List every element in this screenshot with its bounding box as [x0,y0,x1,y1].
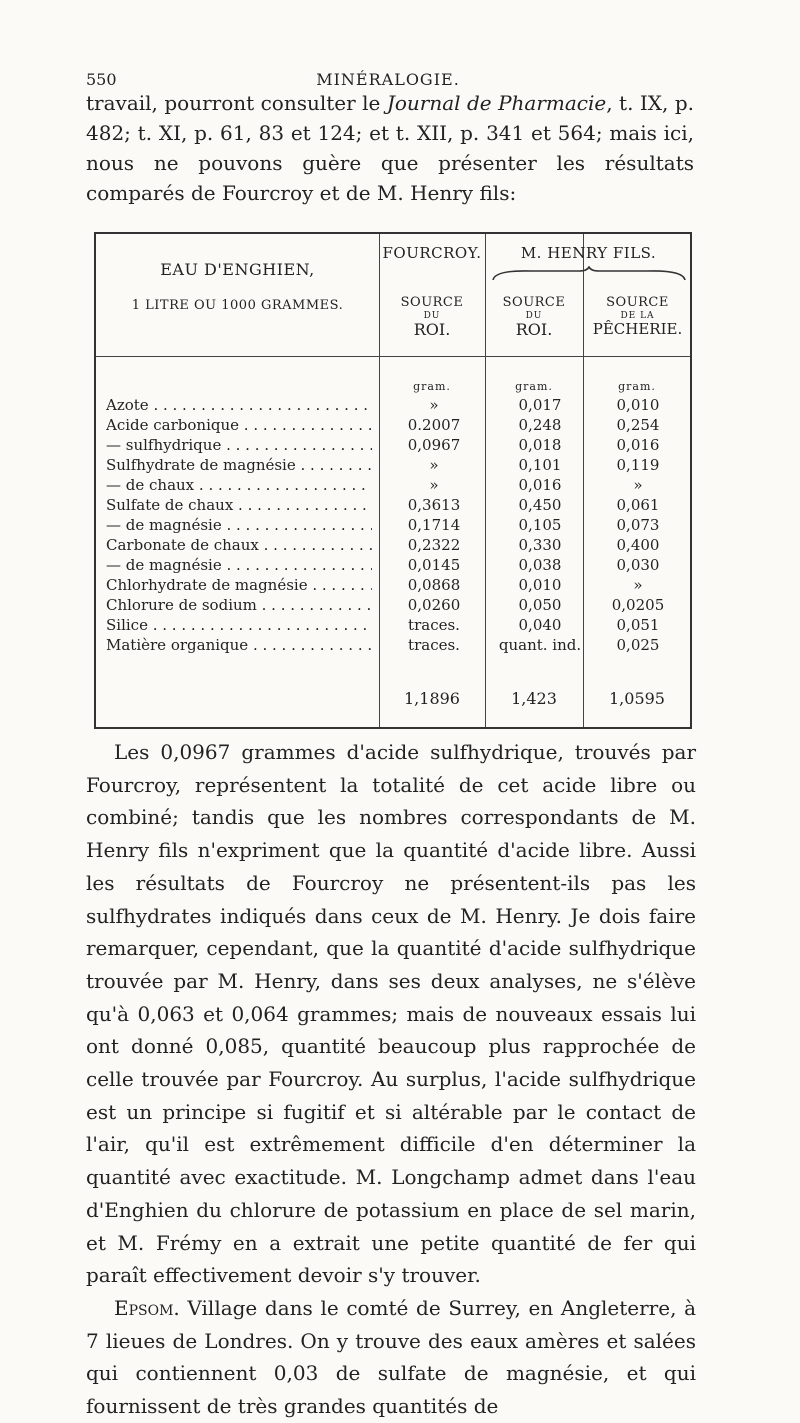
henry-brace [491,266,687,286]
header-rule [96,356,690,357]
table-title: EAU D'ENGHIEN, [160,260,315,279]
table-row: Chlorure de sodium . . . 0,0260 0,050 0,0205 [96,596,692,616]
intro-text-start: travail, pourront consulter le [86,91,387,115]
unit-label: gram. [515,380,553,393]
fourcroy-header: FOURCROY. [382,244,482,262]
epsom-heading: Epsom. [114,1295,180,1320]
table-row: Carbonate de chaux . . . 0,2322 0,330 0,400 [96,536,692,556]
table-row: — sulfhydrique . . . 0,0967 0,018 0,016 [96,436,692,456]
intro-text-end: , t. IX, p. 482; t. XI, p. 61, 83 et 124; et t. XII, p. 341 et 564; mais ici, nous ne pouvons guère que présenter les résultats comparés de Fourcroy et de M. Henry fils: [86,91,694,205]
column-header-henry-roi: SOURCE DU ROI. [502,295,566,340]
column-header-fourcroy-roi: SOURCE DU ROI. [400,295,464,340]
unit-label: gram. [413,380,451,393]
unit-label: gram. [618,380,656,393]
table-row: Acide carbonique . . . 0.2007 0,248 0,254 [96,416,692,436]
table-row: Matière organique . . . traces. quant. ind. 0,025 [96,636,692,656]
table-row: — de magnésie . . . 0,0145 0,038 0,030 [96,556,692,576]
total-henry-roi: 1,423 [511,689,557,708]
table-subtitle: 1 LITRE OU 1000 GRAMMES. [131,298,344,313]
henry-header: M. HENRY FILS. [520,244,657,262]
table-row: Silice . . . traces. 0,040 0,051 [96,616,692,636]
paragraph-sulfhydric-acid: Les 0,0967 grammes d'acide sulfhydrique, trouvés par Fourcroy, représentent la totalité de cet acide libre ou combiné; tandis que les nombres correspondants de M. Henry fils n'expriment que la quantité d'acide libre. Aussi les résultats de Fourcroy ne présentent-ils pas les sulfhydrates indiqués dans ceux de M. Henry. Je dois faire remarquer, cependant, que la quantité d'acide sulfhydrique trouvée par M. Henry, dans ses deux analyses, ne s'élève qu'à 0,063 et 0,064 grammes; mais de nouveaux essais lui ont donné 0,085, quantité beaucoup plus rapprochée de celle trouvée par Fourcroy. Au surplus, l'acide sulfhydrique est un principe si fugitif et si altérable par le contact de l'air, qu'il est extrêmement difficile d'en déterminer la quantité avec exactitude. M. Longchamp admet dans l'eau d'Enghien du chlorure de potassium en place de sel marin, et M. Frémy en a extrait une petite quantité de fer qui paraît effectivement devoir s'y trouver. [86,740,696,1288]
analysis-table [94,232,692,729]
table-row: Sulfate de chaux . . . 0,3613 0,450 0,061 [96,496,692,516]
column-header-henry-pecherie: SOURCE DE LA PÊCHERIE. [592,295,683,339]
journal-title: Journal de Pharmacie [386,91,607,115]
total-fourcroy-roi: 1,1896 [404,689,460,708]
table-row: Sulfhydrate de magnésie . . . » 0,101 0,119 [96,456,692,476]
table-row: Azote . . . » 0,017 0,010 [96,396,692,416]
table-row: — de magnésie . . . 0,1714 0,105 0,073 [96,516,692,536]
table-row: Chlorhydrate de magnésie . . . 0,0868 0,010 » [96,576,692,596]
running-title: MINÉRALOGIE. [316,70,460,89]
table-row: — de chaux . . . » 0,016 » [96,476,692,496]
page-number: 550 [86,70,117,89]
total-henry-pecherie: 1,0595 [609,689,665,708]
epsom-text: Village dans le comté de Surrey, en Angleterre, à 7 lieues de Londres. On y trouve des eaux amères et salées qui contiennent 0,03 de sulfate de magnésie, et qui fournissent de très grandes quantités de [86,1295,696,1419]
body-text [86,736,696,1423]
intro-paragraph [86,88,694,208]
paragraph-epsom [86,1292,696,1423]
